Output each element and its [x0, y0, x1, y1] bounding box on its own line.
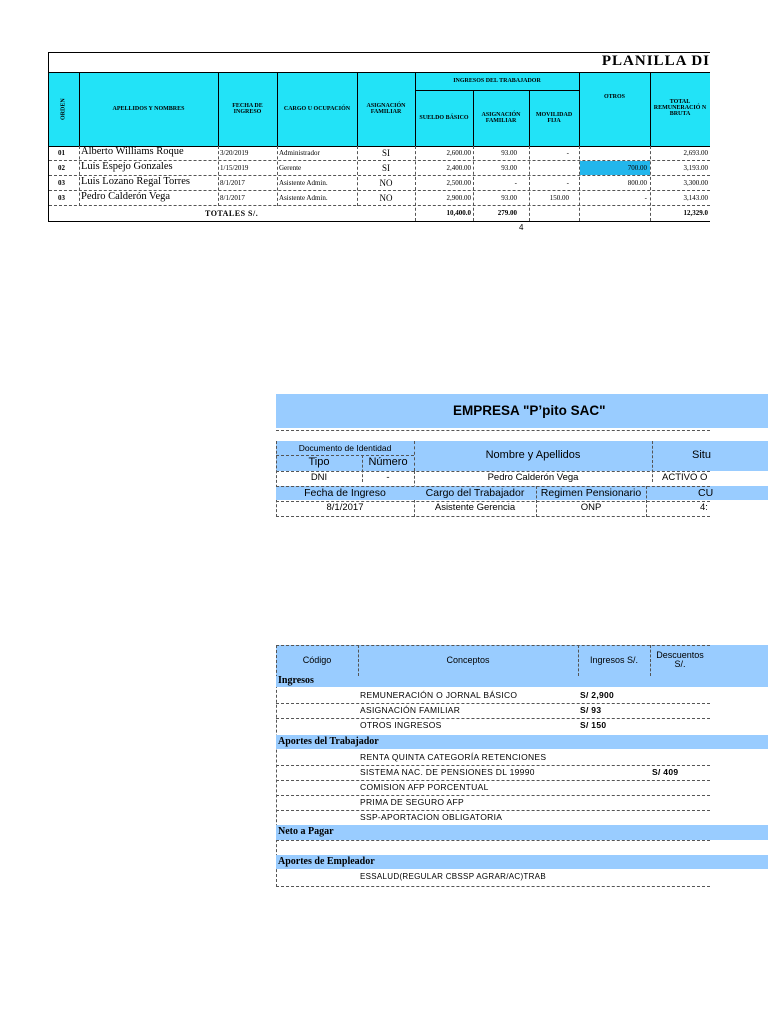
row-asig-fam: - — [514, 179, 517, 187]
row-nombre: Luis Lozano Regal Torres — [81, 176, 190, 187]
row-sueldo: 2,900.00 — [446, 194, 471, 202]
row-asig-fam: 93.00 — [501, 164, 517, 172]
row-fecha: 8/1/2017 — [220, 179, 245, 187]
header-fecha: FECHA DE INGRESO — [232, 102, 263, 115]
numero-header: Número — [368, 456, 408, 468]
nombre-header: Nombre y Apellidos — [485, 449, 581, 461]
row-cargo: Asistente Admin. — [279, 194, 328, 202]
row-asig: SI — [381, 163, 390, 173]
row-asig: NO — [379, 178, 393, 188]
header-asig-fam: ASIGNACIÓN FAMILIAR — [481, 111, 521, 124]
situacion-header: Situ — [692, 449, 711, 461]
ing-item-value: S/ 93 — [580, 705, 602, 715]
cu-header: CU — [698, 487, 714, 499]
row-movilidad: - — [566, 179, 569, 187]
row-otros: - — [644, 194, 647, 202]
empresa-title: EMPRESA "P’pito SAC" — [276, 394, 768, 428]
header-total: TOTAL REMUNERACIÓ N BRUTA — [653, 98, 707, 118]
section-ingresos-bg — [276, 676, 768, 687]
emp-item-label: ESSALUD(REGULAR CBSSP AGRAR/AC)TRAB — [360, 872, 546, 881]
cargo-header: Cargo del Trabajador — [425, 487, 525, 499]
row-sueldo: 2,600.00 — [446, 149, 471, 157]
apo-item-label: PRIMA DE SEGURO AFP — [360, 797, 464, 807]
apo-item-label: RENTA QUINTA CATEGORÍA RETENCIONES — [360, 752, 547, 762]
tipo-value: DNI — [310, 472, 328, 483]
row-cargo: Gerente — [279, 164, 302, 172]
row-cargo: Asistente Admin. — [279, 179, 328, 187]
row-sueldo: 2,500.00 — [446, 179, 471, 187]
row-cargo: Administrador — [279, 149, 320, 157]
row-movilidad: - — [566, 149, 569, 157]
row-fecha: 1/15/2019 — [220, 164, 249, 172]
header-ingresos-group: INGRESOS DEL TRABAJADOR — [453, 77, 541, 84]
apo-item-label: COMISION AFP PORCENTUAL — [360, 782, 489, 792]
codigo-header: Código — [302, 655, 332, 665]
descuentos-header: Descuentos S/. — [656, 649, 704, 669]
row-nombre: Luis Espejo Gonzales — [81, 161, 173, 172]
header-cargo: CARGO U OCUPACIÓN — [283, 105, 351, 112]
planilla-title: PLANILLA DI — [601, 53, 710, 69]
row-fecha: 3/20/2019 — [220, 149, 249, 157]
section-neto-bg — [276, 825, 768, 840]
row-nombre: Alberto Williams Roque — [81, 146, 184, 157]
section-neto-label: Neto a Pagar — [278, 826, 334, 837]
header-sueldo: SUELDO BÁSICO — [419, 114, 469, 121]
row-nombre: Pedro Calderón Vega — [81, 191, 171, 202]
below-note: 4 — [519, 223, 524, 232]
fecha-ingreso-value: 8/1/2017 — [326, 502, 364, 513]
row-asig: SI — [381, 148, 390, 158]
row-asig-fam: 93.00 — [501, 194, 517, 202]
row-orden: 02 — [58, 164, 65, 172]
totals-sueldo: 10,400.0 — [446, 209, 471, 217]
apo-item-label: SSP-APORTACION OBLIGATORIA — [360, 812, 503, 822]
doc-identidad-label: Documento de Identidad — [298, 443, 392, 453]
ingresos-header: Ingresos S/. — [589, 655, 639, 665]
row-otros: 800.00 — [627, 179, 647, 187]
header-movilidad: MOVILIDAD FIJA — [535, 111, 573, 124]
ing-item-label: ASIGNACIÓN FAMILIAR — [360, 705, 461, 715]
apo-item-label: SISTEMA NAC. DE PENSIONES DL 19990 — [360, 767, 535, 777]
tipo-header: Tipo — [308, 456, 330, 468]
situacion-value: ACTIVO O — [662, 472, 708, 483]
totals-label: TOTALES S/. — [205, 209, 259, 218]
ing-item-value: S/ 2,900 — [580, 690, 615, 700]
row-orden: 03 — [58, 194, 65, 202]
totals-asig-fam: 279.00 — [497, 209, 517, 217]
conceptos-header: Conceptos — [446, 655, 490, 665]
row-asig-fam: 93.00 — [501, 149, 517, 157]
regimen-value: ONP — [580, 502, 602, 513]
row-total: 3,300.00 — [683, 179, 708, 187]
row-orden: 03 — [58, 179, 65, 187]
row-orden: 01 — [58, 149, 65, 157]
row-total: 2,693.00 — [683, 149, 708, 157]
row-otros: 700.00 — [627, 164, 647, 172]
section-empleador-label: Aportes de Empleador — [278, 856, 375, 867]
row-sueldo: 2,400.00 — [446, 164, 471, 172]
header-orden: ORDEN — [60, 98, 67, 120]
regimen-header: Regimen Pensionario — [540, 487, 642, 499]
header-otros: OTROS — [603, 93, 625, 100]
row-total: 3,143.00 — [683, 194, 708, 202]
cu-value: 4: — [700, 502, 708, 513]
header-asignacion: ASIGNACIÓN FAMILIAR — [366, 102, 406, 115]
fecha-ingreso-header: Fecha de Ingreso — [304, 487, 386, 499]
cargo-value: Asistente Gerencia — [434, 502, 516, 513]
row-asig: NO — [379, 193, 393, 203]
section-ingresos-label: Ingresos — [278, 675, 314, 686]
totals-total: 12,329.0 — [683, 209, 708, 217]
row-movilidad: 150.00 — [549, 194, 569, 202]
ing-item-label: REMUNERACIÓN O JORNAL BÁSICO — [360, 690, 518, 700]
header-apellidos: APELLIDOS Y NOMBRES — [112, 105, 185, 112]
apo-item-desc: S/ 409 — [652, 767, 679, 777]
row-total: 3,193.00 — [683, 164, 708, 172]
section-aportes-label: Aportes del Trabajador — [278, 736, 379, 747]
ing-item-value: S/ 150 — [580, 720, 607, 730]
ing-item-label: OTROS INGRESOS — [360, 720, 442, 730]
row-fecha: 8/1/2017 — [220, 194, 245, 202]
numero-value: - — [386, 472, 390, 483]
nombre-value: Pedro Calderón Vega — [487, 472, 579, 483]
